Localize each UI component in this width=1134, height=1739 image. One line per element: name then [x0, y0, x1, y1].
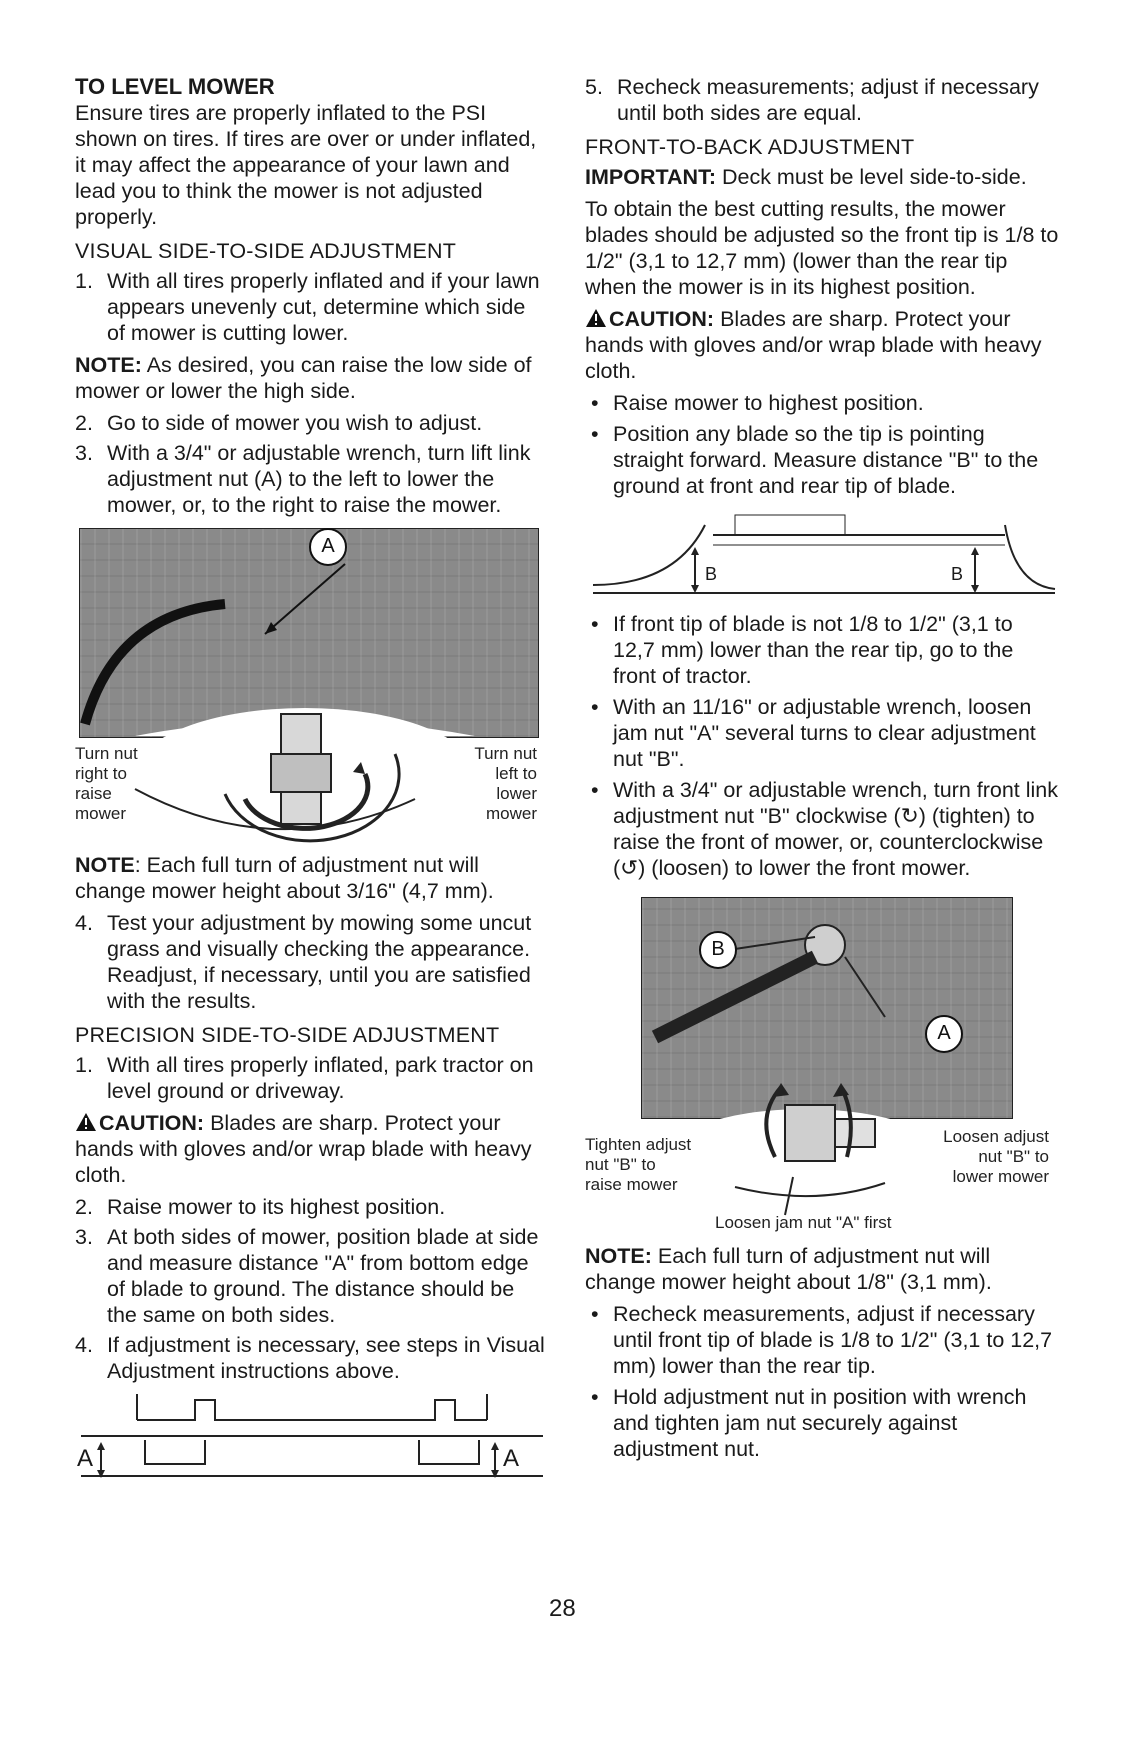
- page-number: 28: [549, 1595, 576, 1622]
- visual-heading: VISUAL SIDE-TO-SIDE ADJUSTMENT: [75, 239, 457, 263]
- precision-step-2: 2. Raise mower to its highest position.: [75, 1195, 446, 1219]
- fig4-left-caption: Tighten adjust nut "B" to raise mower: [585, 1135, 692, 1194]
- visual-steps-a: [75, 268, 549, 346]
- bullet-loosen-jam: • With an 11/16" or adjustable wrench, loosen jam nut "A" several turns to clear adjustment nut "B".: [585, 694, 1059, 772]
- label-a-right: A: [503, 1445, 520, 1472]
- step-1: 1. With all tires properly inflated and if your lawn appears unevenly cut, determine which side of mower is cutting lower.: [75, 269, 540, 345]
- bullet-hold-nut: • Hold adjustment nut in position with wrench and tighten jam nut securely against adjustment nut.: [585, 1384, 1059, 1462]
- bullet-turn-nut: • With a 3/4" or adjustable wrench, turn front link adjustment nut "B" clockwise (↻) (tighten) to raise the front of mower, or, counterclockwise (↺) (loosen) to lower the front mower.: [585, 777, 1059, 881]
- precision-steps-c: [585, 74, 1059, 126]
- bullet-check-tip: • If front tip of blade is not 1/8 to 1/2" (3,1 to 12,7 mm) lower than the rear tip, go to the front of tractor.: [585, 611, 1059, 689]
- precision-step-3: 3. At both sides of mower, position blade at side and measure distance "A" from bottom edge of blade to ground. The distance should be the same on both sides.: [75, 1225, 539, 1327]
- blade-measure-figure: [585, 505, 1059, 603]
- label-b-right: B: [951, 564, 964, 584]
- note-right: NOTE: Each full turn of adjustment nut will change mower height about 1/8" (3,1 mm).: [585, 1244, 992, 1294]
- deck-side-figure: [75, 1390, 549, 1482]
- callout-a: A: [925, 1015, 963, 1053]
- fig4-bottom-caption: Loosen jam nut "A" first: [715, 1213, 892, 1232]
- left-column: [75, 74, 549, 1490]
- front-back-bullets-a: [585, 390, 1059, 499]
- front-back-bullets-c: [585, 1301, 1059, 1462]
- note-2: NOTE: Each full turn of adjustment nut will change mower height about 3/16" (4,7 mm).: [75, 853, 494, 903]
- callout-a: A: [309, 528, 347, 566]
- precision-step-1: 1. With all tires properly inflated, park tractor on level ground or driveway.: [75, 1053, 534, 1103]
- precision-heading: PRECISION SIDE-TO-SIDE ADJUSTMENT: [75, 1023, 500, 1047]
- important-note: IMPORTANT: Deck must be level side-to-side.: [585, 165, 1027, 189]
- warning-icon: [585, 308, 607, 328]
- step-4: 4. Test your adjustment by mowing some uncut grass and visually checking the appearance. Readjust, if necessary, until you are satisfied with the results.: [75, 911, 532, 1013]
- visual-steps-c: [75, 910, 549, 1014]
- callout-b: B: [699, 931, 737, 969]
- lift-link-figure: [75, 524, 549, 844]
- front-link-figure: [585, 887, 1059, 1235]
- step-3: 3. With a 3/4" or adjustable wrench, turn lift link adjustment nut (A) to the left to lower the mower, or, to the right to raise the mower.: [75, 441, 531, 517]
- right-column: [585, 74, 1059, 1468]
- intro-paragraph: Ensure tires are properly inflated to the PSI shown on tires. If tires are over or under inflated, it may affect the appearance of your lawn and lead you to think the mower is not adjusted properly.: [75, 101, 537, 229]
- precision-step-4: 4. If adjustment is necessary, see steps in Visual Adjustment instructions above.: [75, 1333, 545, 1383]
- fig1-left-caption: Turn nut right to raise mower: [75, 744, 138, 823]
- precision-step-5: 5. Recheck measurements; adjust if necessary until both sides are equal.: [585, 75, 1039, 125]
- step-2: 2. Go to side of mower you wish to adjust.: [75, 411, 483, 435]
- caution-right: CAUTION: Blades are sharp. Protect your hands with gloves and/or wrap blade with heavy cloth.: [585, 307, 1042, 383]
- front-to-back-heading: FRONT-TO-BACK ADJUSTMENT: [585, 135, 915, 159]
- bullet-recheck: • Recheck measurements, adjust if necessary until front tip of blade is 1/8 to 1/2" (3,1 to 12,7 mm) lower than the rear tip.: [585, 1301, 1059, 1379]
- visual-steps-b: [75, 410, 549, 518]
- fig4-right-caption: Loosen adjust nut "B" to lower mower: [943, 1127, 1049, 1186]
- bullet-position: • Position any blade so the tip is pointing straight forward. Measure distance "B" to the ground at front and rear tip of blade.: [585, 421, 1059, 499]
- deck-side-illustration: [75, 1390, 549, 1482]
- warning-icon: [75, 1112, 97, 1132]
- precision-steps-a: [75, 1052, 549, 1104]
- caution-left: CAUTION: Blades are sharp. Protect your hands with gloves and/or wrap blade with heavy cloth.: [75, 1111, 532, 1187]
- section-title: TO LEVEL MOWER: [75, 74, 275, 99]
- note-1: NOTE: As desired, you can raise the low side of mower or lower the high side.: [75, 353, 532, 403]
- fig1-right-caption: Turn nut left to lower mower: [474, 744, 537, 823]
- precision-steps-b: [75, 1194, 549, 1384]
- blade-measure-illustration: [585, 505, 1059, 603]
- label-b-left: B: [705, 564, 718, 584]
- bullet-raise: • Raise mower to highest position.: [585, 390, 1059, 416]
- front-back-bullets-b: [585, 611, 1059, 881]
- label-a-left: A: [77, 1445, 94, 1472]
- front-back-paragraph: To obtain the best cutting results, the mower blades should be adjusted so the front tip is 1/8 to 1/2" (3,1 to 12,7 mm) (lower than the rear tip when the mower is in its highest position.: [585, 197, 1059, 299]
